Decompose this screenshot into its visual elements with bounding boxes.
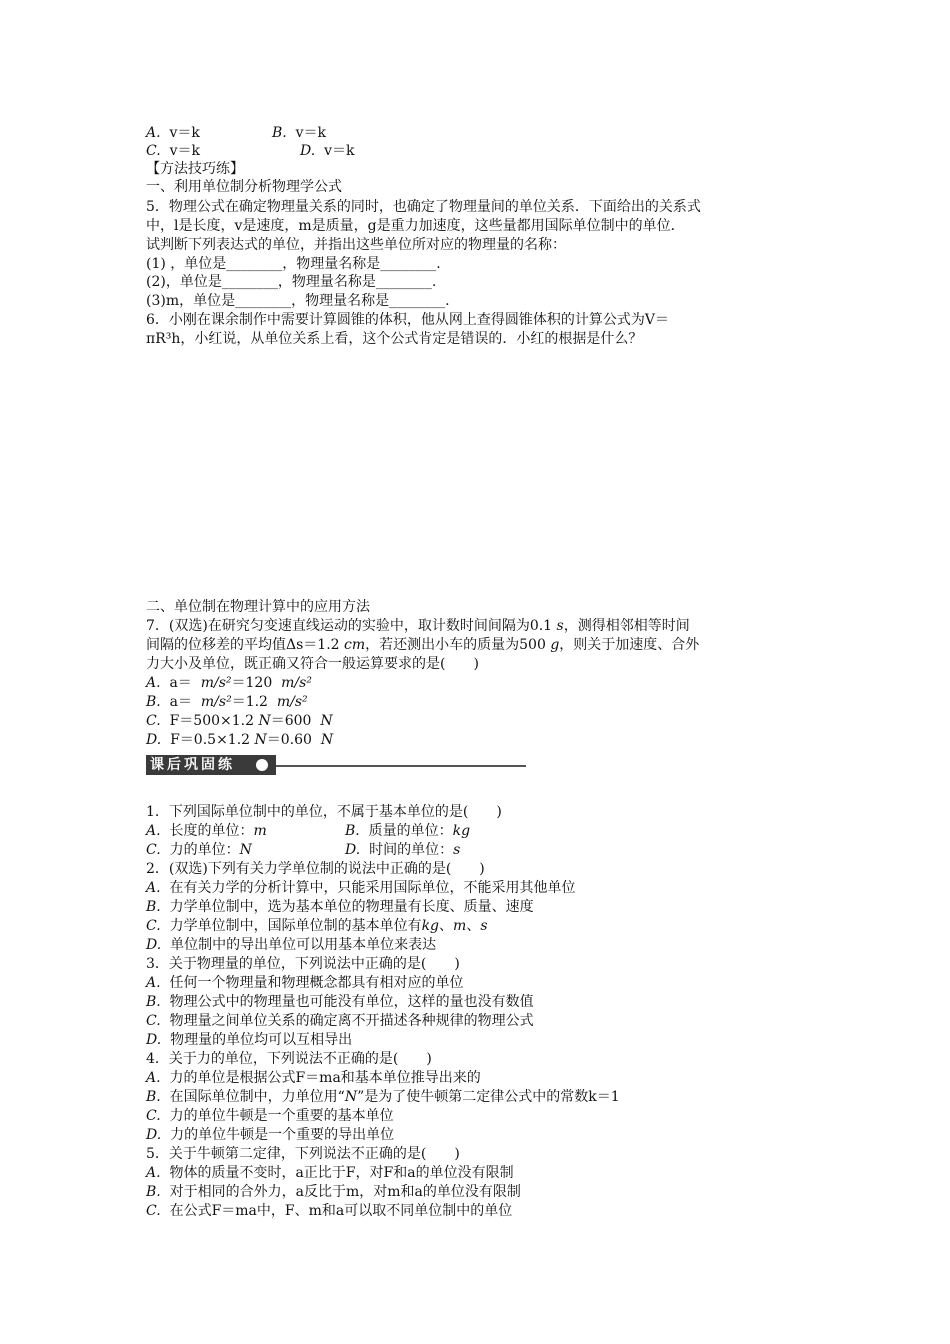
text-run: 在国际单位制中，力单位用“	[160, 1089, 345, 1105]
text-run: 力学单位制中，国际单位制的基本单位有	[160, 918, 422, 934]
text-run: A.	[146, 880, 161, 896]
text-run: s	[556, 618, 564, 634]
text-run: ＝600	[270, 713, 321, 729]
text-run: πR³h，小红说，从单位关系上看，这个公式肯定是错误的．小红的根据是什么？	[146, 331, 643, 347]
text-run: 1．下列国际单位制中的单位，不属于基本单位的是( )	[146, 804, 502, 820]
text-run: ，测得相邻相等时间	[563, 618, 690, 634]
text-run: D.	[300, 143, 316, 159]
text-line	[146, 898, 534, 916]
text-line	[146, 1183, 521, 1201]
text-run: A.	[146, 823, 161, 839]
text-line	[345, 822, 470, 840]
text-line	[146, 936, 436, 954]
text-run: N	[320, 732, 334, 748]
text-line	[146, 236, 566, 254]
text-run: B.	[272, 125, 287, 141]
text-line	[146, 917, 488, 935]
text-line	[146, 178, 342, 196]
text-run: 时间的单位：	[360, 842, 454, 858]
text-run: B.	[345, 823, 360, 839]
text-run: C.	[146, 143, 161, 159]
text-run: A.	[146, 1165, 161, 1181]
text-line	[146, 273, 436, 291]
text-run: C.	[146, 713, 161, 729]
text-line	[146, 142, 200, 160]
text-run: B.	[146, 1089, 161, 1105]
text-run: C.	[146, 842, 161, 858]
text-run: m/s²	[200, 675, 232, 691]
text-line	[146, 1031, 352, 1049]
text-run: D.	[146, 732, 162, 748]
text-line	[272, 124, 326, 142]
text-run: 质量的单位：	[359, 823, 453, 839]
text-line	[146, 974, 463, 992]
text-run: 【方法技巧练】	[146, 161, 244, 177]
text-line	[345, 841, 460, 859]
text-run: 二、单位制在物理计算中的应用方法	[146, 599, 370, 615]
text-run: 任何一个物理量和物理概念都具有相对应的单位	[160, 975, 464, 991]
text-line	[146, 841, 252, 859]
text-line	[146, 1012, 534, 1030]
text-line	[146, 879, 575, 897]
text-run: B.	[146, 899, 161, 915]
text-line	[146, 822, 267, 840]
text-run: 力的单位牛顿是一个重要的基本单位	[160, 1108, 394, 1124]
text-run: 、	[466, 918, 481, 934]
text-run: m/s²	[276, 694, 308, 710]
text-run: 力大小及单位，既正确又符合一般运算要求的是( )	[146, 656, 479, 672]
text-run: 力的单位是根据公式F＝ma和基本单位推导出来的	[160, 1070, 481, 1086]
text-run: N	[254, 732, 267, 748]
text-line	[146, 655, 479, 673]
text-run: D.	[146, 937, 162, 953]
text-run: 5．物理公式在确定物理量关系的同时，也确定了物理量间的单位关系．下面给出的关系式	[146, 199, 701, 215]
text-run: a＝	[160, 675, 201, 691]
text-line	[146, 1050, 432, 1068]
text-run: D.	[345, 842, 361, 858]
text-line	[146, 860, 485, 878]
section-banner-label: 课后巩固练	[146, 755, 276, 775]
text-run: N	[320, 713, 333, 729]
text-run: a＝	[160, 694, 201, 710]
text-run: A.	[146, 675, 161, 691]
text-line	[146, 217, 685, 235]
text-run: v＝k	[286, 125, 327, 141]
text-run: ”是为了使牛顿第二定律公式中的常数k＝1	[357, 1089, 620, 1105]
text-run: 力学单位制中，选为基本单位的物理量有长度、质量、速度	[160, 899, 534, 915]
text-line	[146, 311, 669, 329]
text-run: ，若还测出小车的质量为500	[365, 637, 551, 653]
text-run: 在有关力学的分析计算中，只能采用国际单位，不能采用其他单位	[160, 880, 576, 896]
text-line	[146, 693, 308, 711]
text-run: C.	[146, 1108, 161, 1124]
text-run: D.	[146, 1032, 162, 1048]
text-line	[146, 1164, 514, 1182]
text-run: (2)，单位是________，物理量名称是________.	[146, 274, 437, 290]
text-run: 、	[439, 918, 454, 934]
text-run: 7．(双选)在研究匀变速直线运动的实验中，取计数时间间隔为0.1	[146, 618, 557, 634]
text-run: 物体的质量不变时，a正比于F，对F和a的单位没有限制	[160, 1165, 514, 1181]
text-run: ＝0.60	[266, 732, 321, 748]
text-line	[146, 1107, 394, 1125]
text-line	[146, 955, 460, 973]
text-run: F＝0.5×1.2	[161, 732, 255, 748]
text-run: B.	[146, 1184, 161, 1200]
text-run: N	[344, 1089, 358, 1105]
text-run: s	[453, 842, 461, 858]
text-run: (3)m，单位是________，物理量名称是________.	[146, 293, 450, 309]
text-run: C.	[146, 1013, 161, 1029]
text-run: C.	[146, 1203, 161, 1219]
text-line	[146, 993, 534, 1011]
text-run: N	[258, 713, 271, 729]
text-line	[146, 160, 244, 178]
text-line	[146, 617, 690, 635]
text-line	[146, 124, 200, 142]
text-line	[146, 1145, 460, 1163]
text-run: N	[239, 842, 252, 858]
text-line	[146, 636, 699, 654]
text-run: m	[453, 918, 467, 934]
text-run: C.	[146, 918, 161, 934]
text-run: ＝120	[231, 675, 282, 691]
text-run: 4．关于力的单位，下列说法不正确的是( )	[146, 1051, 432, 1067]
text-run: 2．(双选)下列有关力学单位制的说法中正确的是( )	[146, 861, 485, 877]
text-run: 力的单位牛顿是一个重要的导出单位	[161, 1127, 395, 1143]
divider	[276, 765, 526, 767]
text-run: v＝k	[315, 143, 355, 159]
text-run: 中，l是长度，v是速度，m是质量，g是重力加速度，这些量都用国际单位制中的单位．	[146, 218, 685, 234]
text-run: v＝k	[160, 125, 200, 141]
text-run: 对于相同的合外力，a反比于m，对m和a的单位没有限制	[160, 1184, 521, 1200]
text-line	[146, 731, 333, 749]
bullet-dot-icon	[256, 759, 268, 771]
text-run: kg	[421, 918, 440, 934]
text-line	[146, 1126, 394, 1144]
text-line	[146, 598, 370, 616]
text-line	[146, 674, 312, 692]
text-line	[146, 330, 642, 348]
text-run: A.	[146, 975, 161, 991]
text-run: 物理量的单位均可以互相导出	[161, 1032, 353, 1048]
text-run: 间隔的位移差的平均值Δs＝1.2	[146, 637, 345, 653]
text-run: kg	[452, 823, 471, 839]
text-line	[146, 198, 701, 216]
text-run: 一、利用单位制分析物理学公式	[146, 179, 342, 195]
text-run: g	[550, 637, 560, 653]
text-run: 3．关于物理量的单位，下列说法中正确的是( )	[146, 956, 460, 972]
text-run: (1) ，单位是________，物理量名称是________.	[146, 256, 441, 272]
text-run: ＝1.2	[231, 694, 277, 710]
section-banner	[146, 755, 526, 775]
text-run: m	[253, 823, 267, 839]
text-line	[146, 803, 502, 821]
text-line	[146, 1069, 481, 1087]
text-run: 试判断下列表达式的单位，并指出这些单位所对应的物理量的名称：	[146, 237, 566, 253]
text-run: cm	[344, 637, 366, 653]
text-run: v＝k	[160, 143, 200, 159]
text-run: 物理量之间单位关系的确定离不开描述各种规律的物理公式	[160, 1013, 534, 1029]
text-run: 在公式F＝ma中，F、m和a可以取不同单位制中的单位	[160, 1203, 513, 1219]
text-line	[146, 255, 441, 273]
text-run: 6．小刚在课余制作中需要计算圆锥的体积，他从网上查得圆锥体积的计算公式为V＝	[146, 312, 670, 328]
text-line	[300, 142, 354, 160]
text-run: s	[480, 918, 488, 934]
text-run: ，则关于加速度、合外	[559, 637, 700, 653]
text-run: 物理公式中的物理量也可能没有单位，这样的量也没有数值	[160, 994, 534, 1010]
text-run: m/s²	[281, 675, 312, 691]
text-run: F＝500×1.2	[160, 713, 259, 729]
text-run: 5．关于牛顿第二定律，下列说法不正确的是( )	[146, 1146, 460, 1162]
text-line	[146, 712, 333, 730]
text-run: A.	[146, 1070, 161, 1086]
text-run: B.	[146, 694, 161, 710]
text-run: m/s²	[200, 694, 232, 710]
text-run: B.	[146, 994, 161, 1010]
text-line	[146, 1202, 512, 1220]
text-line	[146, 292, 450, 310]
text-run: D.	[146, 1127, 162, 1143]
text-run: 力的单位：	[160, 842, 240, 858]
text-run: A.	[146, 125, 161, 141]
text-run: 长度的单位：	[160, 823, 254, 839]
text-line	[146, 1088, 620, 1106]
text-run: 单位制中的导出单位可以用基本单位来表达	[161, 937, 437, 953]
